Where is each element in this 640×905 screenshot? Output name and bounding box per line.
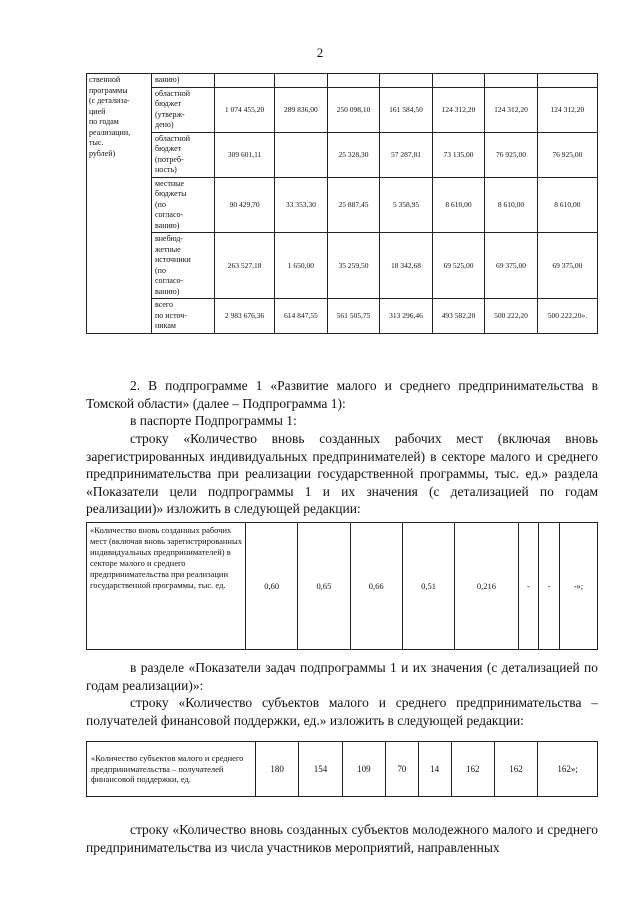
value-cell: 313 296,46 — [380, 299, 433, 334]
value-cell: 0,51 — [402, 523, 454, 650]
value-cell: 73 135,00 — [432, 132, 485, 177]
row-label: ственной программы (с детализа- цией по годам реализации, тыс. рублей) — [87, 74, 152, 334]
value-cell: 162 — [494, 742, 537, 797]
source-cell: местные бюджеты (по согласо- ванию) — [152, 177, 215, 233]
value-cell: 1 650,00 — [275, 233, 328, 299]
value-cell: 124 312,20 — [432, 87, 485, 132]
value-cell: - — [518, 523, 539, 650]
table-row — [87, 523, 598, 650]
value-cell: 180 — [256, 742, 299, 797]
paragraph-youth-line: строку «Количество вновь созданных субъектов молодежного малого и среднего предпринимательства из числа участников мероприятий, направленных — [86, 822, 598, 855]
paragraph-subprogram: 2. В подпрограмме 1 «Развитие малого и среднего предпринимательства в Томской области» (далее – Подпрограмма 1): — [86, 378, 598, 411]
value-cell: 289 836,00 — [275, 87, 328, 132]
value-cell: 500 222,20». — [537, 299, 597, 334]
table-row — [87, 233, 598, 299]
value-cell: 33 353,30 — [275, 177, 328, 233]
table-row — [87, 177, 598, 233]
indicator-label: «Количество вновь созданных рабочих мест (включая вновь зарегистрированных индивидуальных предпринимателей) в секторе малого и среднего предпринимательства при реализации государственной программы, тыс. ед. — [87, 523, 246, 650]
value-cell: 162»; — [538, 742, 598, 797]
value-cell: 2 983 676,36 — [215, 299, 275, 334]
value-cell: 493 582,20 — [432, 299, 485, 334]
value-cell: 57 287,81 — [380, 132, 433, 177]
value-cell: 0,65 — [298, 523, 350, 650]
table-row — [87, 742, 598, 797]
value-cell — [275, 132, 328, 177]
value-cell: 500 222,20 — [485, 299, 538, 334]
value-cell: 76 925,00 — [485, 132, 538, 177]
value-cell: 18 342,68 — [380, 233, 433, 299]
value-cell: 14 — [418, 742, 451, 797]
subjects-indicator-table — [86, 741, 598, 797]
table-row — [87, 74, 598, 88]
value-cell: 8 610,00 — [432, 177, 485, 233]
value-cell: 162 — [451, 742, 494, 797]
value-cell: -»; — [559, 523, 597, 650]
paragraph-passport: в паспорте Подпрограммы 1: — [130, 413, 297, 428]
value-cell: 69 375,00 — [537, 233, 597, 299]
funding-table — [86, 73, 598, 334]
source-cell: областной бюджет (потреб- ность) — [152, 132, 215, 177]
source-cell: ванию) — [152, 74, 215, 88]
jobs-indicator-table — [86, 522, 598, 650]
value-cell: 154 — [299, 742, 342, 797]
table-row — [87, 299, 598, 334]
paragraph-tasks-section: в разделе «Показатели задач подпрограммы 1 и их значения (с детализацией по годам реализации)»: — [86, 660, 598, 693]
value-cell: 8 610,00 — [537, 177, 597, 233]
value-cell: 69 525,00 — [432, 233, 485, 299]
value-cell: 25 328,30 — [327, 132, 380, 177]
value-cell: 0,216 — [455, 523, 518, 650]
source-cell: всего по источ- никам — [152, 299, 215, 334]
value-cell: 0,60 — [246, 523, 298, 650]
value-cell: 5 358,95 — [380, 177, 433, 233]
value-cell: 124 312,20 — [537, 87, 597, 132]
table-row — [87, 132, 598, 177]
value-cell: 263 527,18 — [215, 233, 275, 299]
value-cell: 90 429,70 — [215, 177, 275, 233]
paragraph-jobs-line: строку «Количество вновь созданных рабочих мест (включая вновь зарегистрированных индивидуальных предпринимателей) в секторе малого и среднего предпринимательства при реализации государственной программы, тыс. ед.» раздела «Показатели цели подпрограммы 1 и их значения (с детализацией по годам реализации)» изложить в следующей редакции: — [86, 431, 598, 516]
page-number: 2 — [316, 45, 324, 60]
value-cell: 109 — [342, 742, 385, 797]
source-cell: областной бюджет (утверж- дено) — [152, 87, 215, 132]
value-cell: 35 259,50 — [327, 233, 380, 299]
indicator-label: «Количество субъектов малого и среднего предпринимательства – получателей финансовой поддержки, ед. — [87, 742, 256, 797]
value-cell: 614 847,55 — [275, 299, 328, 334]
source-cell: внебюд- жетные источники (по согласо- ванию) — [152, 233, 215, 299]
value-cell: 70 — [385, 742, 418, 797]
value-cell: 161 584,50 — [380, 87, 433, 132]
value-cell: 309 601,11 — [215, 132, 275, 177]
value-cell: 25 887,45 — [327, 177, 380, 233]
value-cell: 76 925,00 — [537, 132, 597, 177]
paragraph-subjects-line: строку «Количество субъектов малого и среднего предпринимательства – получателей финансовой поддержки, ед.» изложить в следующей редакции: — [86, 695, 598, 728]
value-cell: 1 074 455,20 — [215, 87, 275, 132]
value-cell: 8 610,00 — [485, 177, 538, 233]
table-row — [87, 87, 598, 132]
value-cell: 561 505,75 — [327, 299, 380, 334]
value-cell: 250 098,10 — [327, 87, 380, 132]
value-cell: 0,66 — [350, 523, 402, 650]
value-cell: - — [539, 523, 560, 650]
value-cell: 124 312,20 — [485, 87, 538, 132]
value-cell: 69 375,00 — [485, 233, 538, 299]
